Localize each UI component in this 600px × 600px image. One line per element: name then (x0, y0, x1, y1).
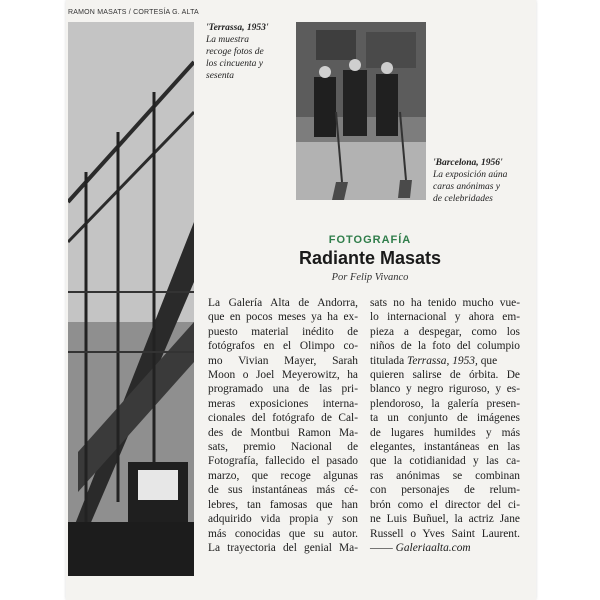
text-line: brón como el director del ci- (370, 498, 520, 511)
text-line: meras exposiciones interna- (208, 397, 358, 410)
caption-barcelona (433, 157, 533, 205)
text-line: La trayectoria del genial Ma- (208, 541, 358, 554)
italic-photo-title: Terrassa, 1953, (407, 354, 478, 367)
text-line: plendoroso, la galería presen- (370, 397, 520, 410)
website-line: —— Galeriaalta.com (370, 541, 471, 554)
text-line: quieren salirse de órbita. De (370, 369, 520, 382)
caption-terrassa (206, 22, 292, 82)
text-line: cionales del fotógrafo de Cal- (208, 412, 358, 425)
text-fragment: que (480, 354, 498, 367)
text-line: mo Vivian Mayer, Sarah (208, 354, 358, 367)
caption-line: de celebridades (433, 194, 493, 204)
caption-line: sesenta (206, 71, 234, 81)
text-line: de sus instantáneas más cé- (208, 484, 358, 497)
website-link[interactable]: Galeriaalta.com (395, 541, 471, 554)
text-line: marzo, que recoge algunas (208, 469, 358, 482)
caption-line: La exposición aúna (433, 170, 508, 180)
article-column-2 (370, 296, 520, 555)
photo-credit: RAMON MASATS / CORTESÍA G. ALTA (68, 9, 199, 16)
text-line: niños de la foto del columpio (370, 340, 520, 353)
photo-staircase (68, 22, 194, 576)
caption-line: los cincuenta y (206, 59, 263, 69)
text-line: des de Montbui Ramon Ma- (208, 426, 358, 439)
caption-line: caras anónimas y (433, 182, 501, 192)
text-line: pieza a despegar, como los (370, 325, 520, 338)
text-line: de lugares humildes y más (370, 426, 520, 439)
text-line: que la cotidianidad y las ca- (370, 455, 520, 468)
text-line: lebres, tan famosas que han (208, 498, 358, 511)
text-line: puesto material inédito de (208, 325, 358, 338)
text-line: blanco y negro riguroso, y es- (370, 383, 520, 396)
caption-line: recoge fotos de (206, 47, 264, 57)
text-line: ras anónimas se combinan (370, 469, 520, 482)
article-byline: Por Felip Vivanco (331, 272, 409, 283)
text-line: Russell o Yves Saint Laurent. (370, 527, 520, 540)
staircase-illustration (68, 22, 194, 576)
text-line: ne Luis Buñuel, la actriz Jane (370, 513, 520, 526)
text-line: elegantes, instantáneas en las (370, 441, 520, 454)
caption-title: 'Barcelona, 1956' (433, 158, 503, 168)
text-line: con personajes de relum- (370, 484, 520, 497)
text-line: fotógrafos en el Olimpo co- (208, 340, 358, 353)
caption-title: 'Terrassa, 1953' (206, 23, 269, 33)
text-line: sats no ha tenido mucho vue- (370, 297, 520, 309)
article-column-1 (208, 296, 358, 555)
text-line: lo internacional y ahora em- (370, 311, 520, 324)
caption-line: La muestra (206, 35, 250, 45)
text-line-with-italic (370, 354, 520, 368)
text-line: ta un conjunto de imágenes (370, 412, 520, 425)
section-label: FOTOGRAFÍA (328, 234, 412, 246)
photo-street-sweepers (296, 22, 426, 200)
text-line: más conocidas que su autor. (208, 527, 358, 540)
text-line: programado una de las pri- (208, 383, 358, 396)
text-line: Fotografía, fallecido el pasado (208, 455, 358, 468)
text-line: adquirido vida propia y son (208, 513, 358, 526)
text-line: sats, premio Nacional de (208, 441, 358, 454)
article-headline: Radiante Masats (298, 248, 442, 268)
sweepers-illustration (296, 22, 426, 200)
text-line: La Galería Alta de Andorra, (208, 297, 358, 309)
text-line: Moon o Joel Meyerowitz, ha (208, 369, 358, 382)
text-fragment: titulada (370, 354, 405, 367)
text-line: que en pocos meses ya ha ex- (208, 311, 358, 324)
